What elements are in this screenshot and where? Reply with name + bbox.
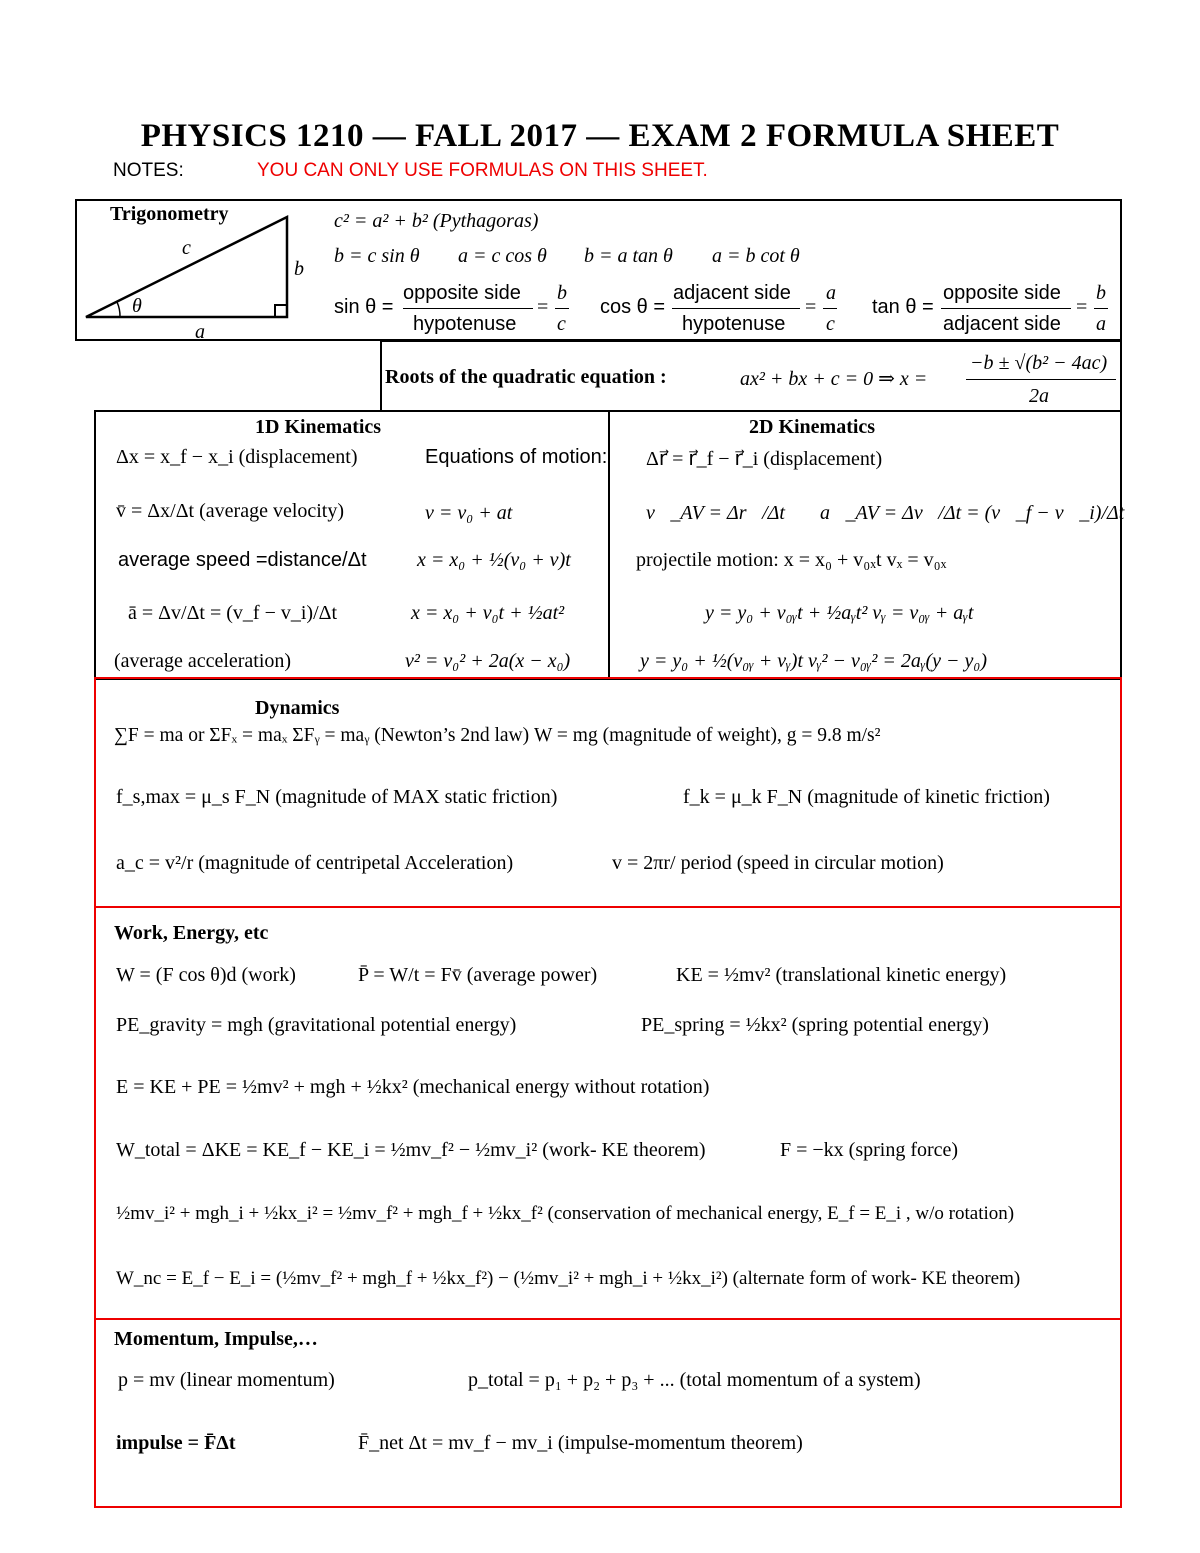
tan-den: adjacent side — [943, 313, 1061, 335]
eom-2: x = x₀ + ½(v₀ + v)t — [417, 549, 571, 571]
quadratic-equation: ax² + bx + c = 0 ⇒ x = — [740, 368, 928, 390]
triangle-label-angle: θ — [132, 295, 142, 317]
eom-label: Equations of motion: — [425, 446, 608, 468]
trig-relation-1: b = c sin θ — [334, 245, 420, 267]
triangle-label-adj: a — [195, 321, 205, 343]
cos-num2: a — [826, 282, 836, 304]
trig-relation-4: a = b cot θ — [712, 245, 800, 267]
work-line-6: E = KE + PE = ½mv² + mgh + ½kx² (mechanical energy without rotation) — [116, 1076, 710, 1098]
kin2d-line-2: v⃗_AV = Δr⃗/Δt — [646, 502, 785, 524]
work-heading: Work, Energy, etc — [114, 922, 269, 944]
tan-num: opposite side — [943, 282, 1061, 304]
work-line-5: PE_spring = ½kx² (spring potential energy) — [641, 1014, 989, 1036]
work-line-9: ½mv_i² + mgh_i + ½kx_i² = ½mv_f² + mgh_f + ½kx_f² (conservation of mechanical energy, E_f = E_i , w/o rotation) — [116, 1203, 1015, 1224]
momentum-line-2: p_total = p₁ + p₂ + p₃ + ... (total momentum of a system) — [468, 1369, 921, 1391]
kin1d-heading: 1D Kinematics — [255, 416, 382, 438]
momentum-line-1: p = mv (linear momentum) — [118, 1369, 335, 1391]
dynamics-line-1: ∑F = ma or ΣFₓ = maₓ ΣFᵧ = maᵧ (Newton’s 2nd law) W = mg (magnitude of weight), g = 9.8 m/s² — [114, 725, 881, 746]
kin2d-line-4: projectile motion: x = x₀ + v₀ₓt vₓ = v₀ₓ — [636, 549, 947, 571]
work-line-10: W_nc = E_f − E_i = (½mv_f² + mgh_f + ½kx_f²) − (½mv_i² + mgh_i + ½kx_i²) (alternate form of work- KE theorem) — [116, 1268, 1021, 1289]
quadratic-denominator: 2a — [1029, 385, 1049, 407]
kin1d-line-4: ā = Δv/Δt = (v_f − v_i)/Δt — [128, 602, 338, 624]
work-line-7: W_total = ΔKE = KE_f − KE_i = ½mv_f² − ½mv_i² (work- KE theorem) — [116, 1139, 706, 1161]
kin2d-line-6: y = y₀ + ½(v₀ᵧ + vᵧ)t vᵧ² − v₀ᵧ² = 2aᵧ(y − y₀) — [640, 650, 988, 672]
kin2d-line-3: a⃗_AV = Δv⃗/Δt = (v⃗_f − v⃗_i)/Δt — [820, 502, 1125, 524]
work-line-3: KE = ½mv² (translational kinetic energy) — [676, 964, 1007, 986]
cos-lhs: cos θ = — [600, 296, 666, 318]
dynamics-line-4: a_c = v²/r (magnitude of centripetal Acceleration) — [116, 852, 514, 874]
trig-heading: Trigonometry — [110, 203, 229, 225]
kin1d-line-5: (average acceleration) — [114, 650, 292, 672]
sin-den: hypotenuse — [413, 313, 517, 335]
kin1d-line-2: v̄ = Δx/Δt (average velocity) — [116, 500, 345, 522]
kin1d-line-1: Δx = x_f − x_i (displacement) — [116, 446, 358, 468]
dynamics-line-2: f_s,max = μ_s F_N (magnitude of MAX static friction) — [116, 786, 558, 808]
sin-num: opposite side — [403, 282, 521, 304]
momentum-line-4: F̄_net Δt = mv_f − mv_i (impulse-momentum theorem) — [358, 1432, 803, 1454]
sin-num2: b — [557, 282, 567, 304]
work-line-4: PE_gravity = mgh (gravitational potential energy) — [116, 1014, 517, 1036]
work-line-2: P̄ = W/t = Fv̄ (average power) — [358, 964, 598, 986]
kin2d-line-5: y = y₀ + v₀ᵧt + ½aᵧt² vᵧ = v₀ᵧ + aᵧt — [705, 602, 974, 624]
momentum-heading: Momentum, Impulse,… — [114, 1328, 318, 1350]
cos-num: adjacent side — [673, 282, 791, 304]
sin-lhs: sin θ = — [334, 296, 394, 318]
work-line-1: W = (F cos θ)d (work) — [116, 964, 296, 986]
sin-den2: c — [557, 313, 566, 335]
kin2d-heading: 2D Kinematics — [749, 416, 876, 438]
cos-den2: c — [826, 313, 835, 335]
quadratic-label: Roots of the quadratic equation : — [385, 366, 667, 388]
kin1d-line-3: average speed =distance/Δt — [118, 549, 367, 571]
tan-den2: a — [1096, 313, 1106, 335]
triangle-label-hyp: c — [182, 237, 191, 259]
kin2d-line-1: Δr⃗ = r⃗_f − r⃗_i (displacement) — [646, 448, 883, 470]
dynamics-line-5: v = 2πr/ period (speed in circular motion) — [612, 852, 944, 874]
trig-relation-2: a = c cos θ — [458, 245, 547, 267]
trig-relation-3: b = a tan θ — [584, 245, 673, 267]
cos-den: hypotenuse — [682, 313, 786, 335]
tan-num2: b — [1096, 282, 1106, 304]
notes-label: NOTES: — [113, 160, 184, 181]
eom-4: v² = v₀² + 2a(x − x₀) — [405, 650, 571, 672]
triangle-label-opp: b — [294, 258, 304, 280]
notes-text: YOU CAN ONLY USE FORMULAS ON THIS SHEET. — [257, 160, 708, 181]
page-title: PHYSICS 1210 — FALL 2017 — EXAM 2 FORMULA SHEET — [140, 118, 1060, 154]
eom-1: v = v₀ + at — [425, 502, 513, 524]
pythagoras: c² = a² + b² (Pythagoras) — [334, 210, 539, 232]
work-line-8: F = −kx (spring force) — [780, 1139, 959, 1161]
momentum-line-3: impulse = F̄Δt — [116, 1432, 236, 1454]
dynamics-line-3: f_k = μ_k F_N (magnitude of kinetic friction) — [683, 786, 1050, 808]
tan-lhs: tan θ = — [872, 296, 934, 318]
eom-3: x = x₀ + v₀t + ½at² — [411, 602, 565, 624]
quadratic-numerator: −b ± √(b² − 4ac) — [970, 352, 1108, 374]
dynamics-heading: Dynamics — [255, 697, 340, 719]
